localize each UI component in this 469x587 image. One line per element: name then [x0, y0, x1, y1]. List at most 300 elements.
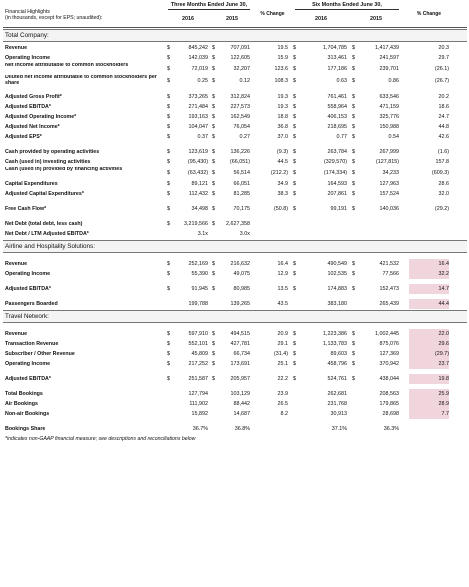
currency-symbol: $: [167, 376, 170, 382]
cell-value: 173,691: [230, 361, 250, 367]
cell-value: 370,942: [379, 361, 399, 367]
currency-symbol: $: [212, 149, 215, 155]
currency-symbol: $: [167, 78, 170, 84]
cell-value: 216,632: [230, 261, 250, 267]
cell-value: 3,219,566: [184, 221, 208, 227]
cell-value: 38.3: [277, 191, 288, 197]
currency-symbol: $: [212, 191, 215, 197]
cell-value: 29.7: [438, 55, 449, 61]
cell-value: 193,163: [188, 114, 208, 120]
cell-value: 19.3: [277, 104, 288, 110]
row-label: Adjusted EBITDA*: [5, 104, 51, 110]
cell-value: 140,036: [379, 206, 399, 212]
currency-symbol: $: [167, 45, 170, 51]
currency-symbol: $: [352, 271, 355, 277]
table-row: [3, 112, 467, 122]
currency-symbol: $: [352, 66, 355, 72]
cell-value: 89,121: [191, 181, 208, 187]
cell-value: 524,761: [327, 376, 347, 382]
currency-symbol: $: [352, 45, 355, 51]
cell-value: (63,432): [187, 170, 208, 176]
cell-value: (9.3): [276, 149, 288, 155]
currency-symbol: $: [212, 206, 215, 212]
currency-symbol: $: [212, 104, 215, 110]
cell-value: 49,075: [233, 271, 250, 277]
financial-highlights-table: [3, 0, 467, 443]
cell-value: 15,892: [191, 411, 208, 417]
currency-symbol: $: [212, 170, 215, 176]
currency-symbol: $: [293, 114, 296, 120]
currency-symbol: $: [212, 159, 215, 165]
section-title: Total Company:: [5, 32, 49, 39]
table-row: [3, 179, 467, 189]
cell-value: 707,091: [230, 45, 250, 51]
cell-value: 252,169: [188, 261, 208, 267]
cell-value: 312,824: [230, 94, 250, 100]
currency-symbol: $: [167, 191, 170, 197]
currency-symbol: $: [167, 351, 170, 357]
table-header: [3, 0, 467, 28]
currency-symbol: $: [352, 361, 355, 367]
cell-value: 0.25: [197, 78, 208, 84]
cell-value: 32,207: [233, 66, 250, 72]
cell-value: 26.5: [277, 401, 288, 407]
table-row: [3, 43, 467, 53]
cell-value: 152,473: [379, 286, 399, 292]
cell-value: 32.0: [438, 191, 449, 197]
currency-symbol: $: [167, 124, 170, 130]
cell-value: 72,019: [191, 66, 208, 72]
currency-symbol: $: [167, 66, 170, 72]
row-label: Passengers Boarded: [5, 301, 58, 307]
cell-value: 157.8: [435, 159, 449, 165]
cell-value: 80,985: [233, 286, 250, 292]
cell-value: 0.37: [197, 134, 208, 140]
table-row: [3, 349, 467, 359]
currency-symbol: $: [212, 134, 215, 140]
row-label: Transaction Revenue: [5, 341, 59, 347]
row-label: Adjusted Operating Income*: [5, 114, 77, 120]
currency-symbol: $: [167, 206, 170, 212]
cell-value: 438,044: [379, 376, 399, 382]
row-label: Revenue: [5, 261, 28, 267]
cell-value: 845,242: [188, 45, 208, 51]
cell-value: 265,439: [379, 301, 399, 307]
cell-value: 14,687: [233, 411, 250, 417]
currency-symbol: $: [293, 94, 296, 100]
currency-symbol: $: [293, 286, 296, 292]
col-2015-q: 2015: [226, 16, 238, 22]
col-change-q: % Change: [260, 11, 285, 17]
currency-symbol: $: [167, 55, 170, 61]
cell-value: 22.2: [277, 376, 288, 382]
cell-value: 28.6: [438, 181, 449, 187]
currency-symbol: $: [293, 361, 296, 367]
row-label: Adjusted Gross Profit*: [5, 94, 62, 100]
currency-symbol: $: [293, 181, 296, 187]
table-row: [3, 204, 467, 214]
row-label: Net Debt / LTM Adjusted EBITDA*: [5, 231, 89, 237]
cell-value: (29.7): [409, 349, 449, 359]
cell-value: 24.7: [438, 114, 449, 120]
three-months-header: Three Months Ended June 30,: [168, 1, 250, 10]
cell-value: 44.8: [438, 124, 449, 130]
cell-value: 458,796: [327, 361, 347, 367]
cell-value: (66,051): [229, 159, 250, 165]
cell-value: 77,566: [382, 271, 399, 277]
section-header: [3, 240, 467, 253]
currency-symbol: $: [293, 341, 296, 347]
currency-symbol: $: [293, 351, 296, 357]
currency-symbol: $: [293, 191, 296, 197]
currency-symbol: $: [212, 181, 215, 187]
currency-symbol: $: [212, 341, 215, 347]
table-row: [3, 219, 467, 229]
cell-value: 263,784: [327, 149, 347, 155]
currency-symbol: $: [212, 114, 215, 120]
currency-symbol: $: [212, 78, 215, 84]
cell-value: (127,815): [375, 159, 399, 165]
cell-value: 3.0x: [239, 231, 250, 237]
cell-value: 104,047: [188, 124, 208, 130]
section-title: Travel Network:: [5, 313, 49, 320]
currency-symbol: $: [293, 261, 296, 267]
row-label: Operating Income: [5, 271, 51, 277]
cell-value: (1.6): [437, 149, 449, 155]
cell-value: 29.6: [409, 339, 449, 349]
cell-value: 103,129: [230, 391, 250, 397]
row-label: Operating Income: [5, 55, 51, 61]
currency-symbol: $: [352, 351, 355, 357]
cell-value: 23.9: [277, 391, 288, 397]
cell-value: 34.9: [277, 181, 288, 187]
cell-value: 28.9: [409, 399, 449, 409]
table-row: [3, 102, 467, 112]
row-label: Revenue: [5, 45, 28, 51]
currency-symbol: $: [167, 286, 170, 292]
cell-value: 16.4: [277, 261, 288, 267]
cell-value: 271,484: [188, 104, 208, 110]
currency-symbol: $: [352, 170, 355, 176]
cell-value: 597,910: [188, 331, 208, 337]
cell-value: 19.3: [277, 94, 288, 100]
cell-value: 23.7: [409, 359, 449, 369]
row-label: Cash (used in) provided by financing activities: [5, 167, 123, 172]
currency-symbol: $: [212, 351, 215, 357]
currency-symbol: $: [212, 331, 215, 337]
cell-value: 0.54: [388, 134, 399, 140]
cell-value: 88,442: [233, 401, 250, 407]
cell-value: 633,546: [379, 94, 399, 100]
cell-value: 164,593: [327, 181, 347, 187]
cell-value: 373,265: [188, 94, 208, 100]
cell-value: (26.1): [434, 66, 449, 72]
row-label: Adjusted EBITDA*: [5, 286, 51, 292]
row-label: Air Bookings: [5, 401, 38, 407]
cell-value: 490,549: [327, 261, 347, 267]
row-label: Non-air Bookings: [5, 411, 50, 417]
currency-symbol: $: [293, 78, 296, 84]
cell-value: 218,695: [327, 124, 347, 130]
cell-value: 29.1: [277, 341, 288, 347]
cell-value: 199,788: [188, 301, 208, 307]
currency-symbol: $: [293, 206, 296, 212]
currency-symbol: $: [352, 341, 355, 347]
footnote-row: [3, 434, 467, 443]
currency-symbol: $: [293, 55, 296, 61]
currency-symbol: $: [167, 104, 170, 110]
cell-value: 177,186: [327, 66, 347, 72]
cell-value: (212.2): [270, 170, 288, 176]
cell-value: 43.5: [277, 301, 288, 307]
cell-value: 494,515: [230, 331, 250, 337]
table-row: [3, 374, 467, 384]
cell-value: 122,605: [230, 55, 250, 61]
currency-symbol: $: [167, 149, 170, 155]
table-row: [3, 359, 467, 369]
cell-value: 142,039: [188, 55, 208, 61]
row-label: Subscriber / Other Revenue: [5, 351, 75, 357]
cell-value: 150,988: [379, 124, 399, 130]
cell-value: 66,051: [233, 181, 250, 187]
table-title: Financial Highlights: [5, 9, 50, 15]
cell-value: 179,865: [379, 401, 399, 407]
row-label: Net income attributable to common stockholders: [5, 63, 129, 68]
cell-value: 30,913: [330, 411, 347, 417]
currency-symbol: $: [293, 66, 296, 72]
cell-value: 3.1x: [197, 231, 208, 237]
cell-value: (31.4): [273, 351, 288, 357]
currency-symbol: $: [352, 191, 355, 197]
currency-symbol: $: [293, 331, 296, 337]
cell-value: 89,603: [330, 351, 347, 357]
table-row: [3, 189, 467, 199]
cell-value: 76,054: [233, 124, 250, 130]
table-row: [3, 122, 467, 132]
table-row: [3, 75, 467, 87]
cell-value: 108.3: [274, 78, 288, 84]
table-row: [3, 339, 467, 349]
cell-value: 136,226: [230, 149, 250, 155]
cell-value: 16.4: [409, 259, 449, 269]
col-change-h: % Change: [416, 11, 442, 17]
cell-value: 217,252: [188, 361, 208, 367]
cell-value: 55,390: [191, 271, 208, 277]
currency-symbol: $: [352, 159, 355, 165]
cell-value: 471,159: [379, 104, 399, 110]
currency-symbol: $: [212, 124, 215, 130]
cell-value: 1,704,785: [323, 45, 347, 51]
table-row: [3, 269, 467, 279]
col-2016-h: 2016: [315, 16, 327, 22]
cell-value: 20.2: [438, 94, 449, 100]
cell-value: 0.86: [388, 78, 399, 84]
currency-symbol: $: [352, 206, 355, 212]
currency-symbol: $: [352, 104, 355, 110]
cell-value: 262,681: [327, 391, 347, 397]
table-body: [3, 29, 467, 434]
row-label: Total Bookings: [5, 391, 43, 397]
currency-symbol: $: [212, 271, 215, 277]
col-2015-h: 2015: [370, 16, 382, 22]
currency-symbol: $: [167, 271, 170, 277]
cell-value: 42.6: [438, 134, 449, 140]
cell-value: 19.5: [277, 45, 288, 51]
currency-symbol: $: [352, 78, 355, 84]
currency-symbol: $: [293, 124, 296, 130]
currency-symbol: $: [167, 331, 170, 337]
row-label: Free Cash Flow*: [5, 206, 47, 212]
row-label: Cash (used in) investing activities: [5, 159, 91, 165]
table-row: [3, 329, 467, 339]
currency-symbol: $: [352, 55, 355, 61]
row-label: Revenue: [5, 331, 28, 337]
cell-value: 81,285: [233, 191, 250, 197]
cell-value: (609.3): [431, 170, 449, 176]
cell-value: 22.0: [409, 329, 449, 339]
currency-symbol: $: [167, 134, 170, 140]
cell-value: 1,417,439: [375, 45, 399, 51]
cell-value: 36.3%: [383, 426, 399, 432]
row-label: Adjusted EBITDA*: [5, 376, 51, 382]
cell-value: 0.63: [336, 78, 347, 84]
cell-value: 18.6: [438, 104, 449, 110]
cell-value: 1,002,445: [375, 331, 399, 337]
cell-value: 44.4: [409, 299, 449, 309]
cell-value: 25.9: [409, 389, 449, 399]
currency-symbol: $: [212, 66, 215, 72]
table-row: [3, 299, 467, 309]
cell-value: 239,701: [379, 66, 399, 72]
currency-symbol: $: [167, 170, 170, 176]
currency-symbol: $: [293, 159, 296, 165]
currency-symbol: $: [167, 341, 170, 347]
row-label: Cash provided by operating activities: [5, 149, 100, 155]
table-row: [3, 157, 467, 167]
cell-value: 231,768: [327, 401, 347, 407]
cell-value: 875,076: [379, 341, 399, 347]
cell-value: 552,101: [188, 341, 208, 347]
cell-value: 13.5: [277, 286, 288, 292]
currency-symbol: $: [293, 149, 296, 155]
row-label: Bookings Share: [5, 426, 46, 432]
cell-value: 112,432: [188, 191, 208, 197]
cell-value: (29.2): [434, 206, 449, 212]
table-row: [3, 63, 467, 75]
cell-value: 208,563: [379, 391, 399, 397]
cell-value: 56,514: [233, 170, 250, 176]
table-row: [3, 424, 467, 434]
cell-value: (95,430): [187, 159, 208, 165]
table-row: [3, 92, 467, 102]
cell-value: 227,573: [230, 104, 250, 110]
currency-symbol: $: [167, 221, 170, 227]
section-header: [3, 310, 467, 323]
cell-value: 20.3: [438, 45, 449, 51]
cell-value: 102,535: [327, 271, 347, 277]
cell-value: 383,180: [327, 301, 347, 307]
cell-value: 0.27: [239, 134, 250, 140]
table-subtitle: (in thousands, except for EPS; unaudited):: [5, 15, 103, 21]
currency-symbol: $: [352, 376, 355, 382]
cell-value: 99,191: [330, 206, 347, 212]
row-label: Operating Income: [5, 361, 51, 367]
currency-symbol: $: [167, 94, 170, 100]
cell-value: 123.6: [274, 66, 288, 72]
table-row: [3, 259, 467, 269]
cell-value: 267,999: [379, 149, 399, 155]
currency-symbol: $: [352, 261, 355, 267]
section-header: [3, 29, 467, 42]
currency-symbol: $: [352, 94, 355, 100]
cell-value: 325,776: [379, 114, 399, 120]
cell-value: (50.8): [273, 206, 288, 212]
cell-value: 0.12: [239, 78, 250, 84]
cell-value: 37.0: [277, 134, 288, 140]
cell-value: 12.9: [277, 271, 288, 277]
cell-value: 127,963: [379, 181, 399, 187]
currency-symbol: $: [352, 181, 355, 187]
row-label: Diluted net income attributable to common stockholders per share: [5, 75, 157, 86]
cell-value: 127,369: [379, 351, 399, 357]
section-title: Airline and Hospitality Solutions:: [5, 243, 95, 250]
cell-value: 2,627,358: [226, 221, 250, 227]
cell-value: 1,133,783: [323, 341, 347, 347]
cell-value: 1,223,386: [323, 331, 347, 337]
currency-symbol: $: [293, 170, 296, 176]
cell-value: 44.5: [277, 159, 288, 165]
table-row: [3, 132, 467, 142]
cell-value: 34,233: [382, 170, 399, 176]
col-2016-q: 2016: [182, 16, 194, 22]
cell-value: (26.7): [434, 78, 449, 84]
cell-value: 313,461: [327, 55, 347, 61]
currency-symbol: $: [212, 94, 215, 100]
cell-value: 20.9: [277, 331, 288, 337]
currency-symbol: $: [212, 221, 215, 227]
cell-value: (174,334): [323, 170, 347, 176]
cell-value: 241,597: [379, 55, 399, 61]
table-row: [3, 167, 467, 179]
currency-symbol: $: [167, 261, 170, 267]
cell-value: 28,698: [382, 411, 399, 417]
cell-value: 66,734: [233, 351, 250, 357]
cell-value: 427,781: [230, 341, 250, 347]
currency-symbol: $: [212, 376, 215, 382]
currency-symbol: $: [212, 55, 215, 61]
table-row: [3, 409, 467, 419]
cell-value: 36.8%: [234, 426, 250, 432]
cell-value: 37.1%: [331, 426, 347, 432]
cell-value: 406,153: [327, 114, 347, 120]
cell-value: 15.9: [277, 55, 288, 61]
currency-symbol: $: [352, 286, 355, 292]
currency-symbol: $: [293, 45, 296, 51]
cell-value: 139,265: [230, 301, 250, 307]
cell-value: 25.1: [277, 361, 288, 367]
cell-value: 205,957: [230, 376, 250, 382]
cell-value: 19.8: [409, 374, 449, 384]
currency-symbol: $: [293, 104, 296, 110]
currency-symbol: $: [352, 331, 355, 337]
table-row: [3, 399, 467, 409]
row-label: Net Debt (total debt, less cash): [5, 221, 83, 227]
footnote: *indicates non-GAAP financial measure; see descriptions and reconciliations below: [5, 436, 196, 442]
row-label: Adjusted EPS*: [5, 134, 42, 140]
currency-symbol: $: [167, 114, 170, 120]
cell-value: (329,570): [323, 159, 347, 165]
cell-value: 111,902: [189, 401, 208, 407]
